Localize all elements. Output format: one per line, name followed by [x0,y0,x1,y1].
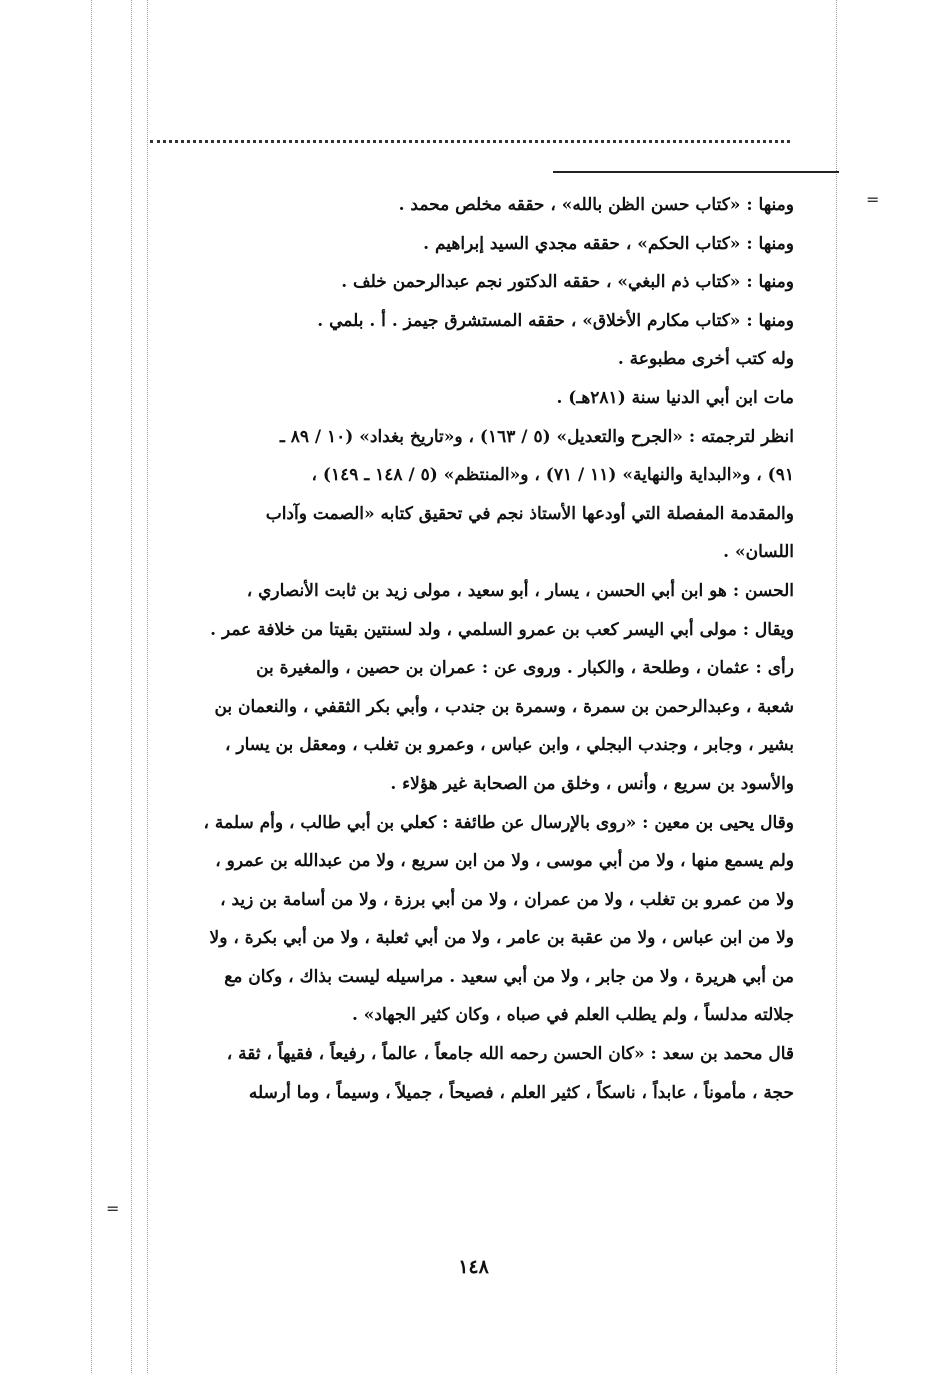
text-line: ٩١) ، و«البداية والنهاية» (١١ / ٧١) ، و«المنتظم» (٥ / ١٤٨ ـ ١٤٩) ، [311,465,794,486]
text-line: جلالته مدلساً ، ولم يطلب العلم في صباه ، وكان كثير الجهاد» . [351,1005,794,1026]
footnote-text [128,186,794,1112]
text-line: الحسن : هو ابن أبي الحسن ، يسار ، أبو سعيد ، مولى زيد بن ثابت الأنصاري ، [246,580,794,601]
text-line: ومنها : «كتاب الحكم» ، حققه مجدي السيد إبراهيم . [423,233,794,254]
text-line: اللسان» . [723,542,794,563]
text-line: ولم يسمع منها ، ولا من أبي موسى ، ولا من ابن سريع ، ولا من عبدالله بن عمرو ، [215,851,794,872]
text-line: شعبة ، وعبدالرحمن بن سمرة ، وسمرة بن جندب ، وأبي بكر الثقفي ، والنعمان بن [214,696,794,717]
text-line: حجة ، مأموناً ، عابداً ، ناسكاً ، كثير العلم ، فصيحاً ، جميلاً ، وسيماً ، وما أرسله [248,1082,794,1103]
continuation-marker-top: = [866,190,880,209]
page-number: ١٤٨ [458,1256,489,1278]
text-line: والأسود بن سريع ، وأنس ، وخلق من الصحابة غير هؤلاء . [390,773,794,794]
text-line: وقال يحيى بن معين : «روى بالإرسال عن طائفة : كعلي بن أبي طالب ، وأم سلمة ، [203,812,794,833]
header-dotted-separator [150,140,790,143]
binding-dotted-line [91,0,92,1373]
text-line: ولا من عمرو بن تغلب ، ولا من عمران ، ولا من أبي برزة ، ولا من أسامة بن زيد ، [220,889,794,910]
text-line: ولا من ابن عباس ، ولا من عقبة بن عامر ، ولا من أبي ثعلبة ، ولا من أبي بكرة ، ولا [209,928,794,949]
text-line: مات ابن أبي الدنيا سنة (٢٨١هـ) . [556,387,794,408]
text-line: بشير ، وجابر ، وجندب البجلي ، وابن عباس ، وعمرو بن تغلب ، ومعقل بن يسار ، [225,735,794,756]
text-line: وله كتب أخرى مطبوعة . [617,349,794,370]
text-line: ويقال : مولى أبي اليسر كعب بن عمرو السلمي ، ولد لسنتين بقيتا من خلافة عمر . [210,619,794,640]
footnote-separator-rule [553,171,839,173]
text-line: انظر لترجمته : «الجرح والتعديل» (٥ / ١٦٣) ، و«تاريخ بغداد» (١٠ / ٨٩ ـ [279,426,794,447]
text-line: والمقدمة المفصلة التي أودعها الأستاذ نجم في تحقيق كتابه «الصمت وآداب [265,503,794,524]
text-line: من أبي هريرة ، ولا من جابر ، ولا من أبي سعيد . مراسيله ليست بذاك ، وكان مع [224,966,794,987]
text-line: قال محمد بن سعد : «كان الحسن رحمه الله جامعاً ، عالماً ، رفيعاً ، فقيهاً ، ثقة ، [226,1044,794,1065]
continuation-marker-bottom: = [106,1199,120,1218]
text-line: رأى : عثمان ، وطلحة ، والكبار . وروى عن : عمران بن حصين ، والمغيرة بن [256,658,794,679]
text-line: ومنها : «كتاب مكارم الأخلاق» ، حققه المستشرق جيمز . أ . بلمي . [317,310,794,331]
binding-dotted-line [836,0,837,1373]
text-line: ومنها : «كتاب حسن الظن بالله» ، حققه مخلص محمد . [398,195,794,215]
text-line: ومنها : «كتاب ذم البغي» ، حققه الدكتور نجم عبدالرحمن خلف . [341,272,794,293]
